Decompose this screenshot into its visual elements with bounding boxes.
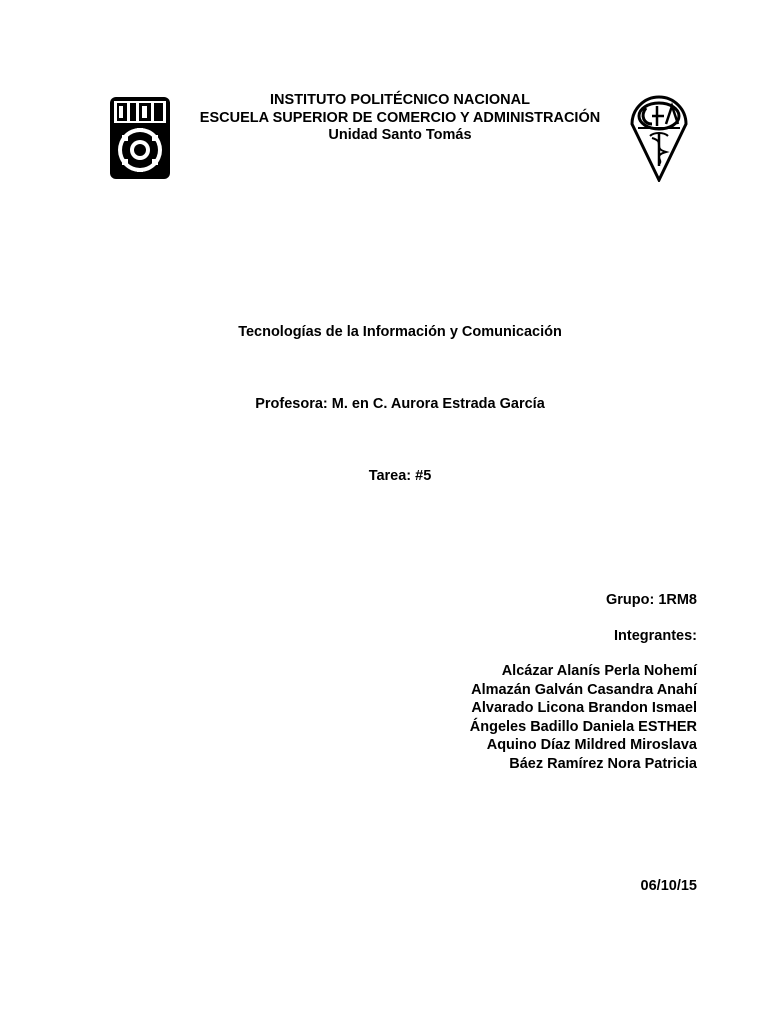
campus-name: Unidad Santo Tomás	[328, 127, 472, 143]
institution-header	[180, 92, 620, 145]
group-label: Grupo: 1RM8	[605, 592, 697, 608]
task-number: Tarea: #5	[368, 468, 432, 484]
members-list	[470, 662, 697, 773]
member-name: Aquino Díaz Mildred Miroslava	[486, 737, 697, 753]
member-name: Alvarado Licona Brandon Ismael	[471, 700, 697, 716]
teacher-name: Profesora: M. en C. Aurora Estrada García	[255, 396, 545, 412]
member-name: Ángeles Badillo Daniela ESTHER	[469, 718, 697, 735]
member-name: Báez Ramírez Nora Patricia	[509, 755, 697, 772]
esca-logo	[626, 94, 692, 182]
member-name: Almazán Galván Casandra Anahí	[471, 681, 697, 698]
members-heading: Integrantes:	[614, 628, 697, 644]
institution-name: INSTITUTO POLITÉCNICO NACIONAL	[270, 92, 530, 108]
member-name: Alcázar Alanís Perla Nohemí	[501, 663, 697, 679]
document-date: 06/10/15	[640, 878, 697, 894]
subject-title: Tecnologías de la Información y Comunicación	[238, 324, 562, 340]
school-name: ESCUELA SUPERIOR DE COMERCIO Y ADMINISTRACIÓN	[199, 109, 601, 126]
ipn-logo	[108, 95, 172, 181]
